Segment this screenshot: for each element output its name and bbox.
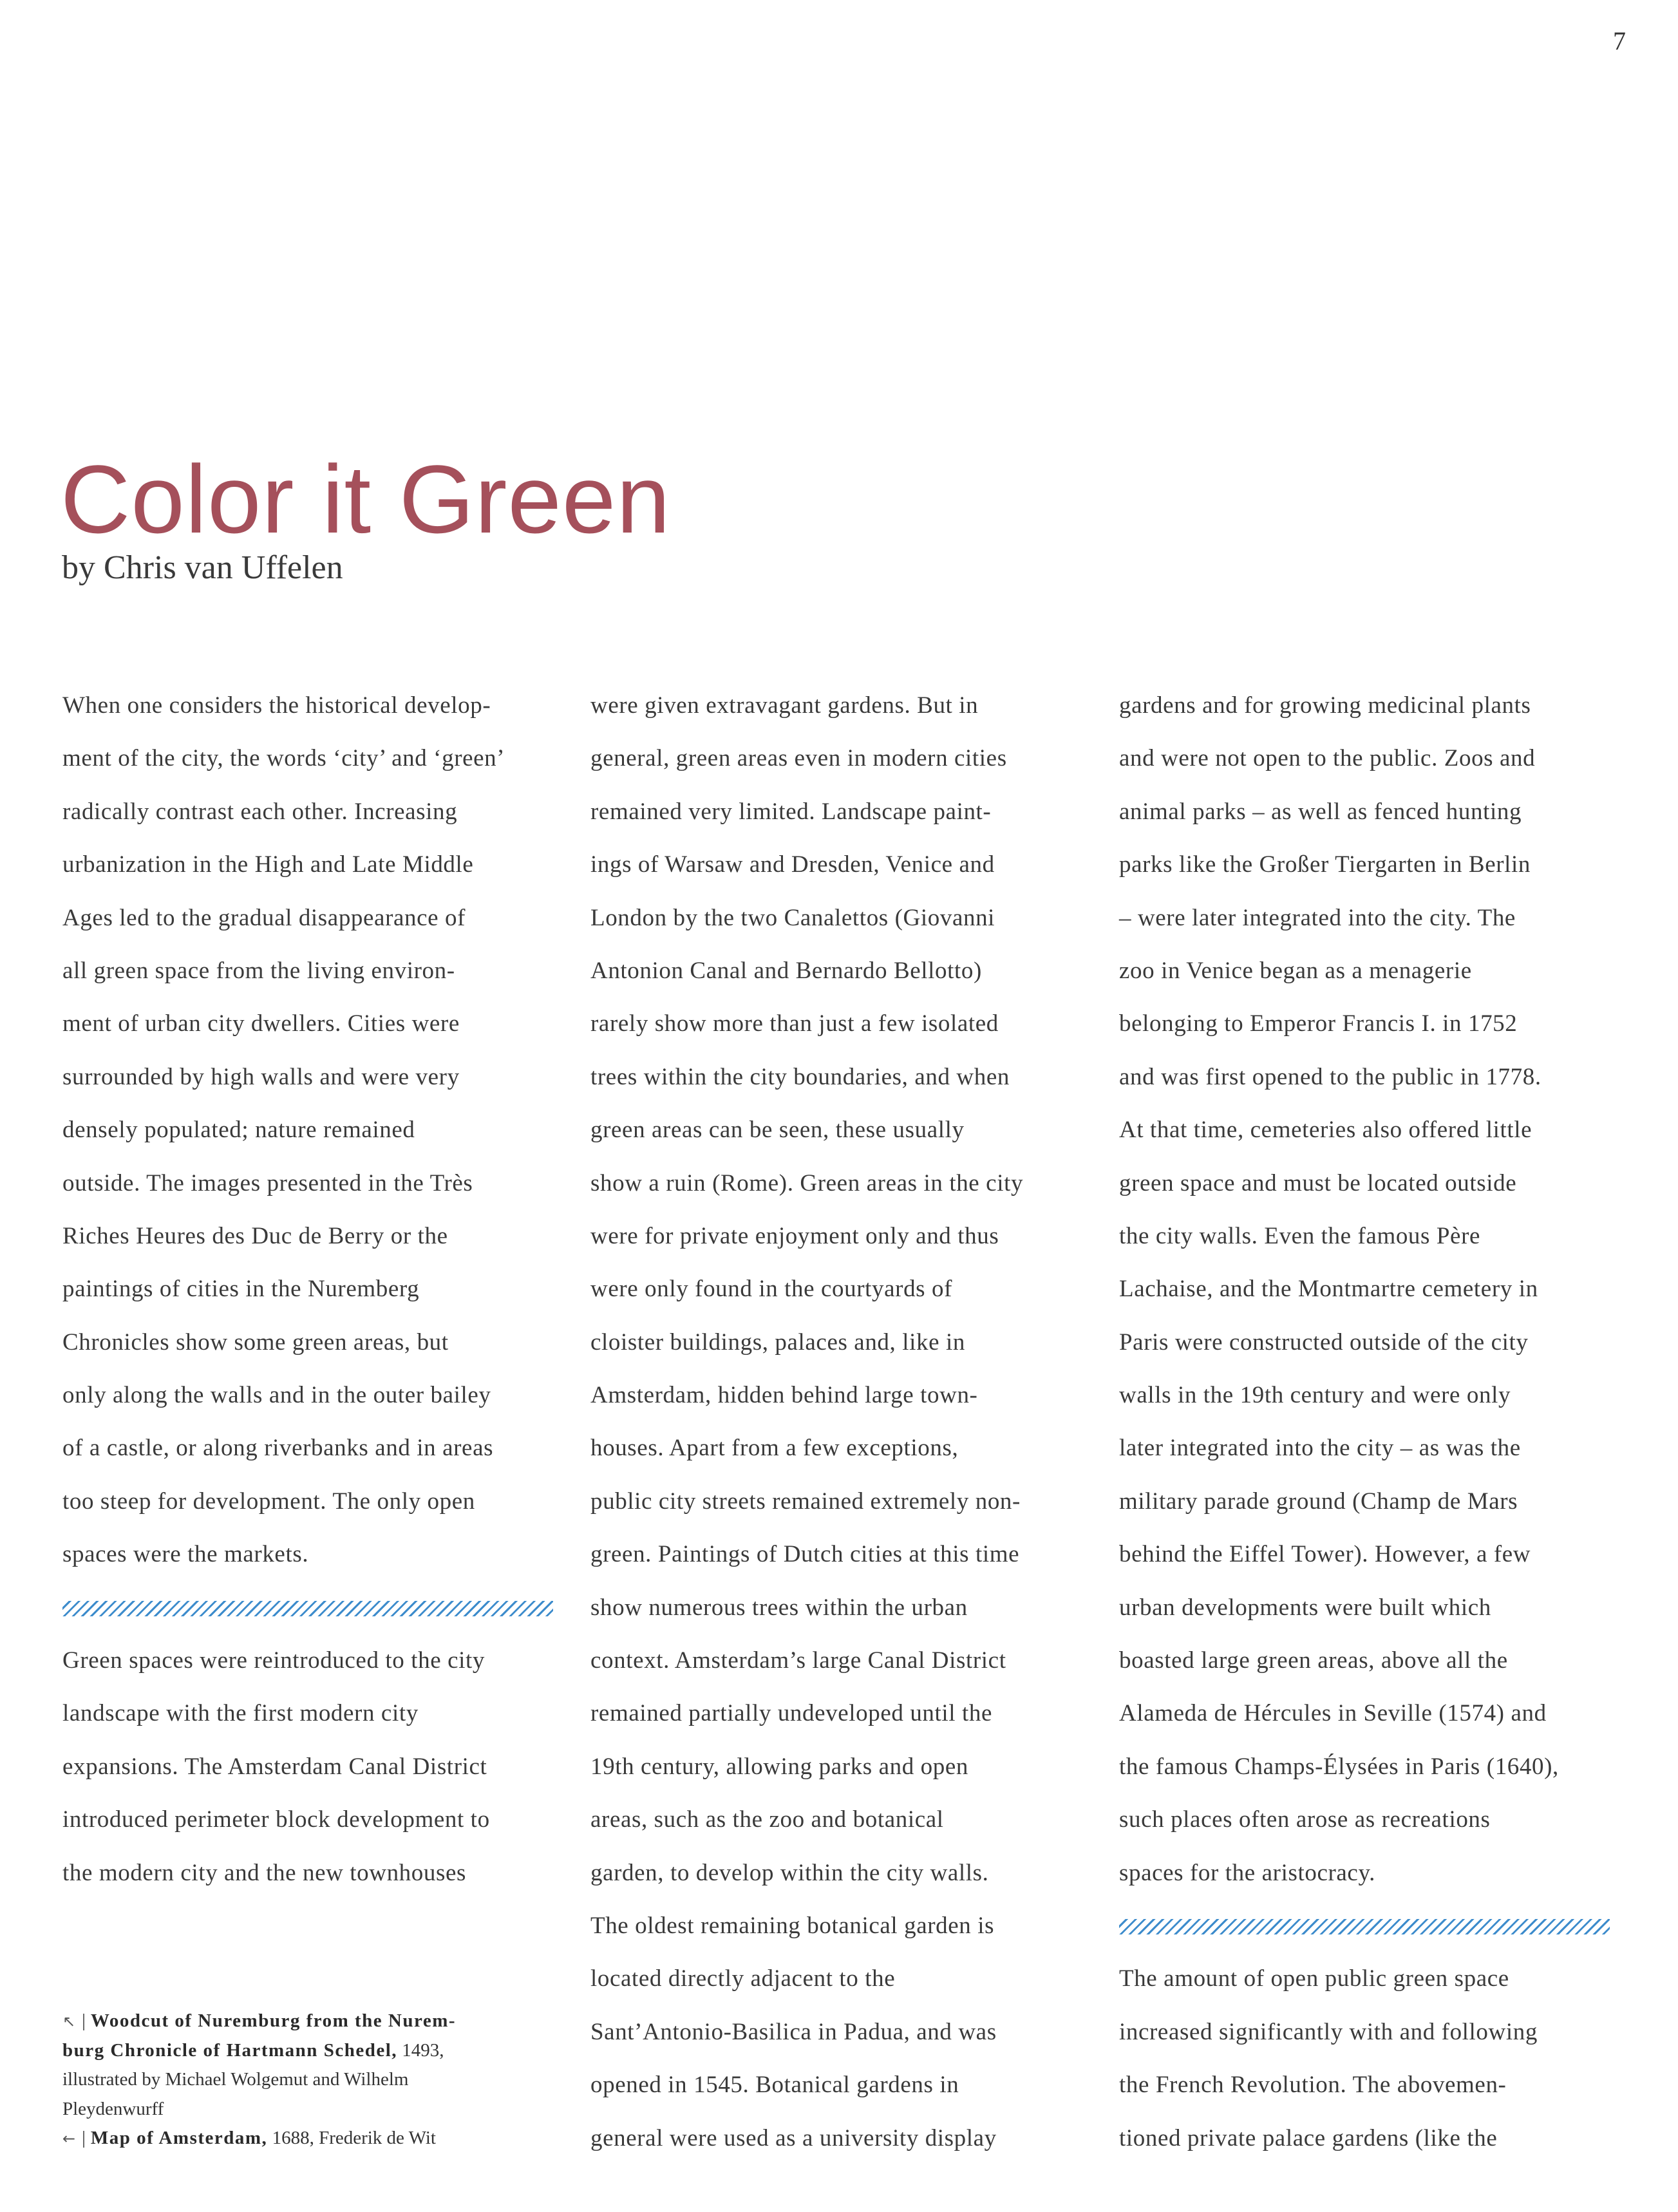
text-line: ment of the city, the words ‘city’ and ‘green’ xyxy=(62,745,505,772)
text-line: were given extravagant gardens. But in xyxy=(590,692,979,719)
caption-credit: illustrated by Michael Wolgemut and Wilhelm xyxy=(62,2069,409,2090)
page-number: 7 xyxy=(1613,26,1626,55)
text-line: When one considers the historical develop- xyxy=(62,692,491,719)
article-byline: by Chris van Uffelen xyxy=(62,549,343,586)
article-title: Color it Green xyxy=(61,445,671,553)
text-line: only along the walls and in the outer bailey xyxy=(62,1382,491,1409)
text-line: the famous Champs-Élysées in Paris (1640), xyxy=(1119,1753,1559,1780)
text-line: opened in 1545. Botanical gardens in xyxy=(590,2072,959,2099)
arrow-up-left-icon: ↖ xyxy=(62,2012,76,2030)
caption-woodcut xyxy=(62,2007,578,2036)
text-line: such places often arose as recreations xyxy=(1119,1806,1491,1833)
text-line: spaces for the aristocracy. xyxy=(1119,1859,1375,1886)
text-line: landscape with the first modern city xyxy=(62,1700,419,1727)
text-line: ings of Warsaw and Dresden, Venice and xyxy=(590,851,995,878)
text-line: introduced perimeter block development to xyxy=(62,1806,490,1833)
text-line: zoo in Venice began as a menagerie xyxy=(1119,957,1472,984)
text-line: Riches Heures des Duc de Berry or the xyxy=(62,1222,448,1249)
caption-title: Map of Amsterdam, xyxy=(90,2128,268,2148)
text-line: Sant’Antonio-Basilica in Padua, and was xyxy=(590,2018,997,2045)
text-line: all green space from the living environ- xyxy=(62,957,455,984)
text-line: walls in the 19th century and were only xyxy=(1119,1382,1511,1409)
text-column-3 xyxy=(1119,679,1634,2165)
text-line: behind the Eiffel Tower). However, a few xyxy=(1119,1541,1531,1568)
text-line: ment of urban city dwellers. Cities were xyxy=(62,1010,460,1037)
text-line: Paris were constructed outside of the city xyxy=(1119,1328,1529,1356)
text-line: green space and must be located outside xyxy=(1119,1169,1517,1196)
caption-credit: 1688, Frederik de Wit xyxy=(267,2128,436,2148)
text-line: context. Amsterdam’s large Canal District xyxy=(590,1647,1006,1674)
text-line: Ages led to the gradual disappearance of xyxy=(62,904,466,931)
text-column-1 xyxy=(62,679,578,1900)
text-line: parks like the Großer Tiergarten in Berlin xyxy=(1119,851,1531,878)
text-line: of a castle, or along riverbanks and in areas xyxy=(62,1435,494,1462)
text-line: animal parks – as well as fenced hunting xyxy=(1119,798,1522,825)
text-line: remained partially undeveloped until the xyxy=(590,1700,993,1727)
text-line: show numerous trees within the urban xyxy=(590,1594,968,1621)
text-line: general were used as a university display xyxy=(590,2124,997,2151)
text-line: garden, to develop within the city walls. xyxy=(590,1859,989,1886)
text-line: the French Revolution. The abovemen- xyxy=(1119,2072,1507,2099)
text-line: radically contrast each other. Increasing xyxy=(62,798,458,825)
text-line: At that time, cemeteries also offered little xyxy=(1119,1117,1532,1144)
text-line: trees within the city boundaries, and when xyxy=(590,1063,1010,1090)
caption-credit: Pleydenwurff xyxy=(62,2098,164,2119)
text-line: spaces were the markets. xyxy=(62,1541,309,1568)
text-line: rarely show more than just a few isolated xyxy=(590,1010,999,1037)
text-line: cloister buildings, palaces and, like in xyxy=(590,1328,965,1356)
text-line: located directly adjacent to the xyxy=(590,1965,896,1992)
text-line: densely populated; nature remained xyxy=(62,1117,415,1144)
text-line: surrounded by high walls and were very xyxy=(62,1063,460,1090)
text-line: military parade ground (Champ de Mars xyxy=(1119,1488,1518,1515)
text-line: The amount of open public green space xyxy=(1119,1965,1509,1992)
text-line: houses. Apart from a few exceptions, xyxy=(590,1435,959,1462)
text-line: too steep for development. The only open xyxy=(62,1488,475,1515)
text-line: The oldest remaining botanical garden is xyxy=(590,1912,995,1939)
text-line: public city streets remained extremely non- xyxy=(590,1488,1021,1515)
hatched-divider xyxy=(62,1582,578,1634)
text-line: show a ruin (Rome). Green areas in the city xyxy=(590,1169,1024,1196)
text-line: London by the two Canalettos (Giovanni xyxy=(590,904,995,931)
caption-separator: | xyxy=(82,2128,86,2148)
image-captions xyxy=(62,2007,578,2153)
caption-map xyxy=(62,2124,578,2153)
text-line: remained very limited. Landscape paint- xyxy=(590,798,992,825)
text-line: Green spaces were reintroduced to the city xyxy=(62,1647,485,1674)
text-line: outside. The images presented in the Très xyxy=(62,1169,473,1196)
arrow-left-icon: ← xyxy=(62,2130,76,2148)
text-line: were only found in the courtyards of xyxy=(590,1276,953,1303)
text-column-2 xyxy=(590,679,1106,2165)
text-line: Alameda de Hércules in Seville (1574) and xyxy=(1119,1700,1547,1727)
text-line: increased significantly with and following xyxy=(1119,2018,1538,2045)
text-line: Lachaise, and the Montmartre cemetery in xyxy=(1119,1276,1538,1303)
text-line: green areas can be seen, these usually xyxy=(590,1117,965,1144)
caption-woodcut-line2 xyxy=(62,2036,578,2066)
text-line: – were later integrated into the city. The xyxy=(1119,904,1516,931)
text-line: areas, such as the zoo and botanical xyxy=(590,1806,944,1833)
text-line: belonging to Emperor Francis I. in 1752 xyxy=(1119,1010,1518,1037)
text-line: urbanization in the High and Late Middle xyxy=(62,851,474,878)
text-line: Antonion Canal and Bernardo Bellotto) xyxy=(590,957,982,984)
text-line: tioned private palace gardens (like the xyxy=(1119,2124,1498,2151)
caption-title: burg Chronicle of Hartmann Schedel, xyxy=(62,2039,397,2061)
text-line: green. Paintings of Dutch cities at this time xyxy=(590,1541,1020,1568)
text-line: the modern city and the new townhouses xyxy=(62,1859,466,1886)
text-line: expansions. The Amsterdam Canal District xyxy=(62,1753,487,1780)
text-line: 19th century, allowing parks and open xyxy=(590,1753,968,1780)
text-line: the city walls. Even the famous Père xyxy=(1119,1222,1481,1249)
hatched-divider xyxy=(1119,1900,1634,1952)
text-line: later integrated into the city – as was the xyxy=(1119,1435,1521,1462)
caption-title: Woodcut of Nuremburg from the Nurem- xyxy=(90,2010,457,2031)
text-line: urban developments were built which xyxy=(1119,1594,1491,1621)
text-line: Chronicles show some green areas, but xyxy=(62,1328,449,1356)
text-line: were for private enjoyment only and thus xyxy=(590,1222,999,1249)
text-line: general, green areas even in modern cities xyxy=(590,745,1007,772)
text-line: and were not open to the public. Zoos and xyxy=(1119,745,1536,772)
text-line: gardens and for growing medicinal plants xyxy=(1119,692,1531,719)
text-line: paintings of cities in the Nuremberg xyxy=(62,1276,420,1303)
text-line: boasted large green areas, above all the xyxy=(1119,1647,1508,1674)
text-line: Amsterdam, hidden behind large town- xyxy=(590,1382,978,1409)
caption-year: 1493, xyxy=(397,2039,444,2061)
caption-separator: | xyxy=(82,2010,86,2031)
text-line: and was first opened to the public in 1778. xyxy=(1119,1063,1541,1090)
